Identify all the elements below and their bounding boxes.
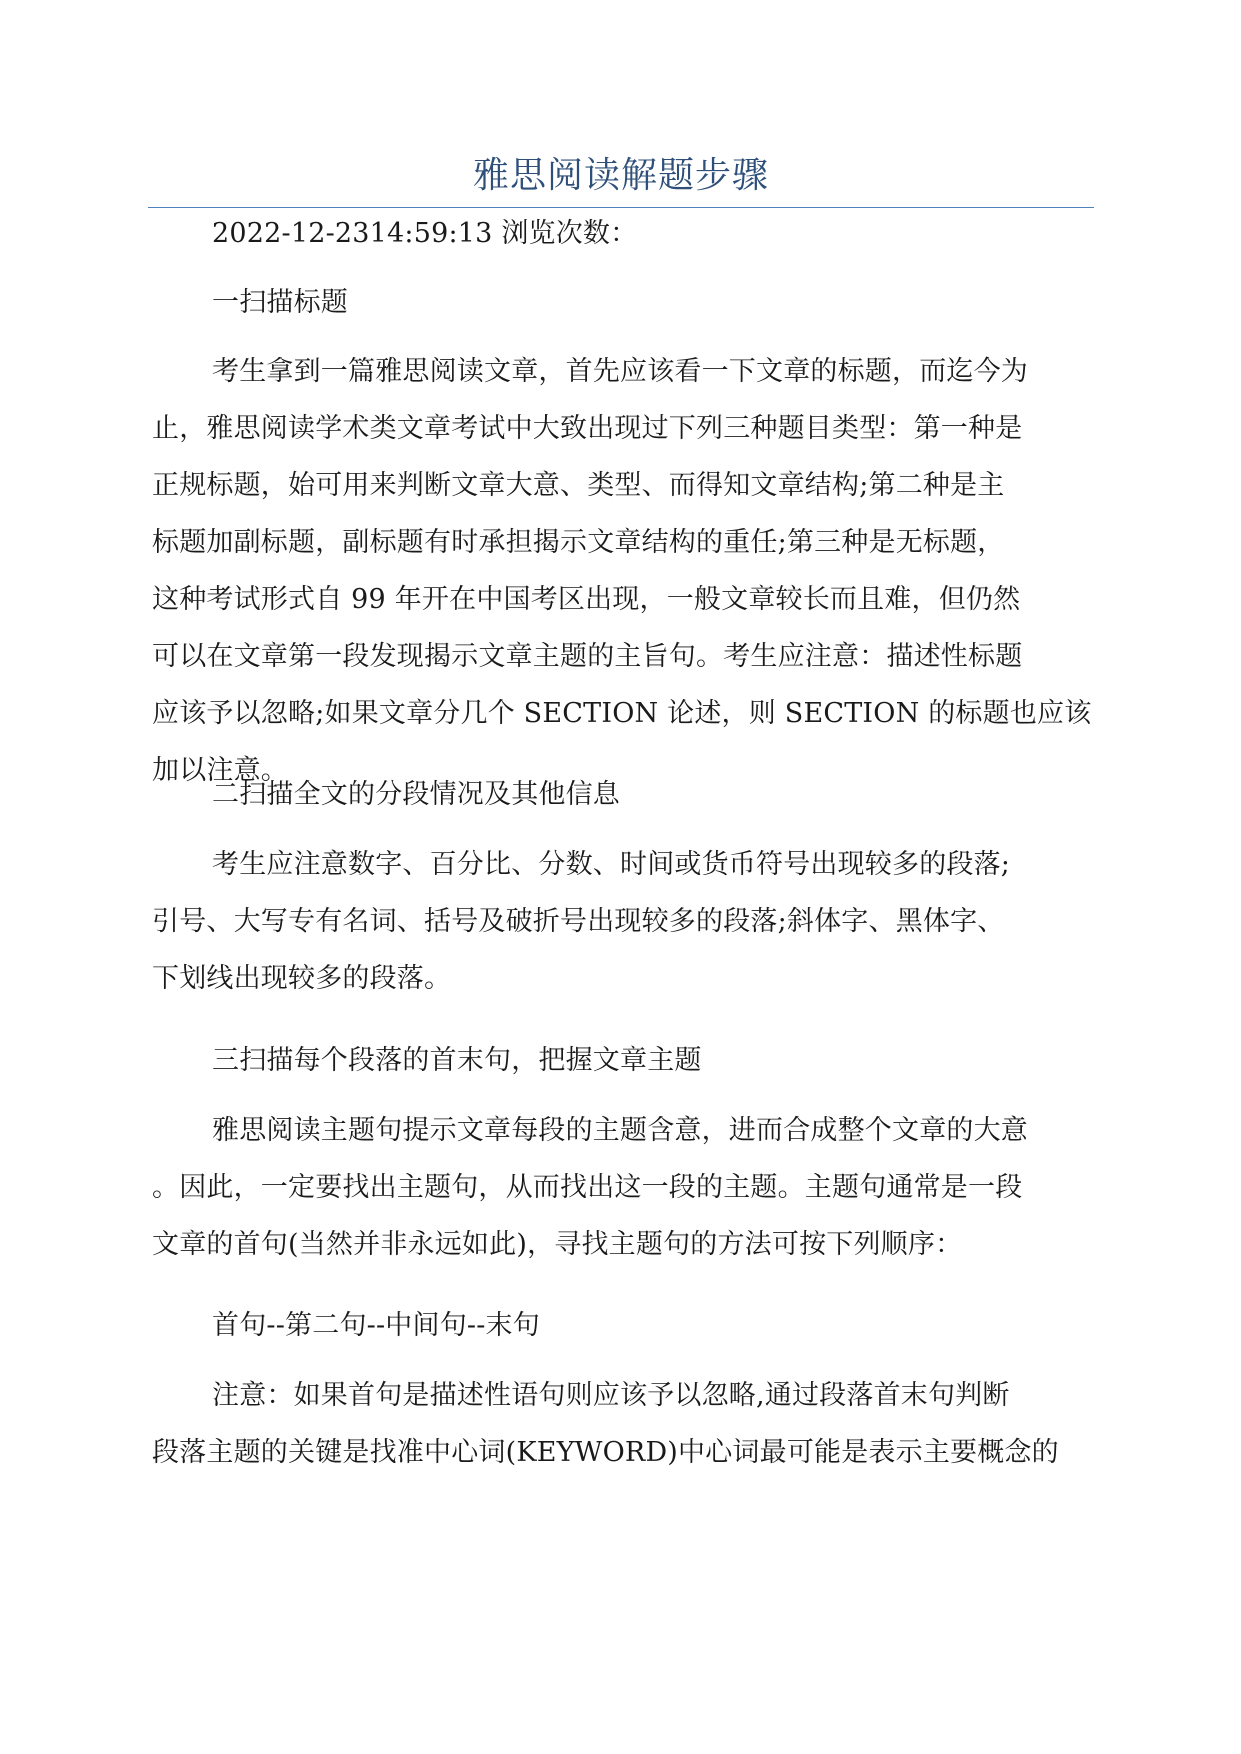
paragraph-4 (152, 1367, 1094, 1481)
paragraph-line: 考生应注意数字、百分比、分数、时间或货币符号出现较多的段落; (212, 849, 1011, 880)
sequence-text: 首句--第二句--中间句--末句 (212, 1310, 540, 1341)
paragraph-line: 应该予以忽略;如果文章分几个 SECTION 论述，则 SECTION 的标题也应该 (152, 698, 1092, 729)
paragraph-line: 段落主题的关键是找准中心词(KEYWORD)中心词最可能是表示主要概念的 (152, 1437, 1059, 1468)
paragraph-line: 下划线出现较多的段落。 (152, 963, 452, 994)
meta-text: 2022-12-2314:59:13 浏览次数： (212, 218, 638, 249)
sequence-line (152, 1297, 1094, 1354)
paragraph-3 (152, 1102, 1094, 1273)
document-title: 雅思阅读解题步骤 (472, 155, 769, 196)
paragraph-line: 考生拿到一篇雅思阅读文章，首先应该看一下文章的标题，而迄今为 (212, 356, 1028, 387)
paragraph-line: 雅思阅读主题句提示文章每段的主题含意，进而合成整个文章的大意 (212, 1115, 1028, 1146)
paragraph-1 (152, 343, 1094, 799)
paragraph-line: 这种考试形式自 99 年开在中国考区出现，一般文章较长而且难，但仍然 (152, 584, 1021, 615)
paragraph-2 (152, 836, 1094, 1007)
paragraph-line: 注意：如果首句是描述性语句则应该予以忽略,通过段落首末句判断 (212, 1380, 1010, 1411)
paragraph-line: 标题加副标题，副标题有时承担揭示文章结构的重任;第三种是无标题， (152, 527, 1005, 558)
meta-line (152, 205, 1094, 262)
section-heading-3 (152, 1032, 1094, 1089)
paragraph-line: 止，雅思阅读学术类文章考试中大致出现过下列三种题目类型：第一种是 (152, 413, 1023, 444)
paragraph-line: 正规标题，始可用来判断文章大意、类型、而得知文章结构;第二种是主 (152, 470, 1005, 501)
paragraph-line: 可以在文章第一段发现揭示文章主题的主旨句。考生应注意：描述性标题 (152, 641, 1023, 672)
section-heading-1-text: 一扫描标题 (212, 287, 348, 318)
section-heading-1 (152, 274, 1094, 331)
paragraph-line: 文章的首句(当然并非永远如此)，寻找主题句的方法可按下列顺序： (152, 1229, 963, 1260)
paragraph-line: 加以注意。 (152, 755, 288, 786)
section-heading-3-text: 三扫描每个段落的首末句，把握文章主题 (212, 1045, 702, 1076)
paragraph-line: 。因此，一定要找出主题句，从而找出这一段的主题。主题句通常是一段 (152, 1172, 1023, 1203)
section-heading-2-text: 二扫描全文的分段情况及其他信息 (212, 779, 620, 810)
section-heading-2 (152, 766, 1094, 823)
paragraph-line: 引号、大写专有名词、括号及破折号出现较多的段落;斜体字、黑体字、 (152, 906, 1005, 937)
